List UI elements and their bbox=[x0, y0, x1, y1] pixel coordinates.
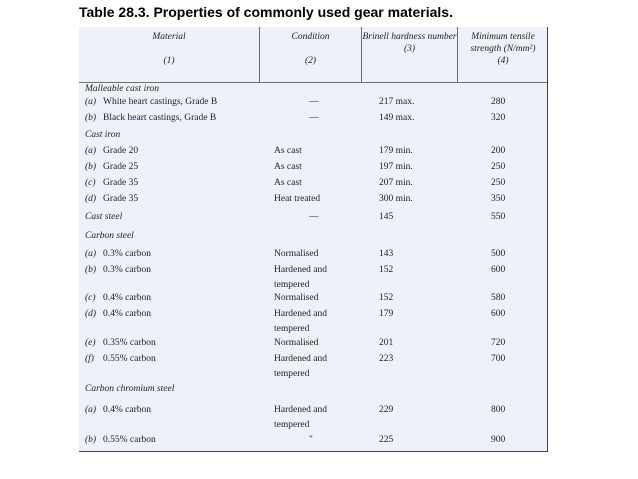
section-heading: Carbon steel bbox=[85, 231, 134, 241]
brinell-cell: 143 bbox=[379, 249, 394, 259]
brinell-cell: 145 bbox=[379, 212, 394, 222]
material-cell bbox=[85, 178, 138, 189]
brinell-cell: 225 bbox=[379, 435, 394, 445]
material-name: 0.3% carbon bbox=[103, 249, 152, 259]
item-label: (a) bbox=[85, 146, 97, 156]
section-heading: Cast iron bbox=[85, 130, 121, 140]
tensile-cell: 700 bbox=[491, 354, 506, 364]
item-label: (b) bbox=[85, 265, 97, 275]
header-material: Material (1) bbox=[152, 32, 186, 66]
condition-text: Hardened and bbox=[274, 405, 328, 415]
material-cell bbox=[85, 113, 216, 124]
item-label: (b) bbox=[85, 113, 97, 123]
tensile-cell: 350 bbox=[491, 194, 506, 204]
material-name: 0.4% carbon bbox=[103, 309, 152, 319]
condition-text: Heat treated bbox=[274, 194, 321, 204]
material-cell bbox=[85, 97, 217, 108]
tensile-cell: 800 bbox=[491, 405, 506, 415]
material-cell bbox=[85, 405, 151, 416]
condition-cell bbox=[309, 97, 319, 108]
condition-text-continued: tempered bbox=[274, 280, 310, 290]
tensile-cell: 500 bbox=[491, 249, 506, 259]
brinell-cell: 152 bbox=[379, 265, 394, 275]
header-condition: Condition (2) bbox=[291, 32, 330, 66]
brinell-cell: 207 min. bbox=[379, 178, 413, 188]
material-name: Grade 35 bbox=[103, 194, 139, 204]
material-cell bbox=[85, 354, 156, 365]
item-label: (f) bbox=[85, 354, 94, 364]
tensile-cell: 320 bbox=[491, 113, 506, 123]
tensile-cell: 600 bbox=[491, 309, 506, 319]
material-cell bbox=[85, 309, 151, 320]
material-name: 0.4% carbon bbox=[103, 405, 152, 415]
condition-text-continued: tempered bbox=[274, 324, 310, 334]
condition-text: Normalised bbox=[274, 293, 319, 303]
condition-cell bbox=[274, 265, 327, 291]
condition-text: Hardened and bbox=[274, 354, 328, 364]
tensile-cell: 600 bbox=[491, 265, 506, 275]
condition-cell bbox=[274, 405, 327, 431]
condition-cell bbox=[274, 162, 302, 173]
material-cell bbox=[85, 146, 138, 157]
condition-cell bbox=[274, 249, 318, 260]
item-label: (a) bbox=[85, 249, 97, 259]
material-cell bbox=[85, 293, 151, 304]
brinell-cell: 229 bbox=[379, 405, 394, 415]
material-name: Grade 20 bbox=[103, 146, 139, 156]
tensile-cell: 280 bbox=[491, 97, 506, 107]
condition-text-continued: tempered bbox=[274, 420, 310, 430]
section-heading: Carbon chromium steel bbox=[85, 384, 175, 394]
tensile-cell: 250 bbox=[491, 162, 506, 172]
material-cell bbox=[85, 338, 156, 349]
brinell-cell: 149 max. bbox=[379, 113, 415, 123]
tensile-cell: 900 bbox=[491, 435, 506, 445]
material-name: 0.4% carbon bbox=[103, 293, 152, 303]
item-label: (a) bbox=[85, 97, 97, 107]
condition-text: — bbox=[309, 212, 319, 222]
item-label: (a) bbox=[85, 405, 97, 415]
condition-cell bbox=[274, 293, 318, 304]
tensile-cell: 250 bbox=[491, 178, 506, 188]
condition-text: Normalised bbox=[274, 249, 319, 259]
brinell-cell: 197 min. bbox=[379, 162, 413, 172]
tensile-cell: 200 bbox=[491, 146, 506, 156]
header-tensile: Minimum tensile strength (N/mm²) (4) bbox=[470, 32, 536, 66]
condition-cell bbox=[274, 309, 327, 335]
header-brinell: Brinell hardness number (3) bbox=[362, 32, 457, 54]
condition-text: — bbox=[309, 113, 319, 123]
material-cell bbox=[85, 162, 138, 173]
item-label: (e) bbox=[85, 338, 96, 348]
condition-cell bbox=[274, 178, 302, 189]
item-label: (c) bbox=[85, 293, 96, 303]
table-caption: Table 28.3. Properties of commonly used gear materials. bbox=[79, 4, 453, 20]
material-name: 0.3% carbon bbox=[103, 265, 152, 275]
section-heading: Malleable cast iron bbox=[85, 84, 160, 94]
gear-materials-table bbox=[79, 27, 548, 452]
condition-cell bbox=[274, 338, 318, 349]
material-cell bbox=[85, 194, 138, 205]
item-label: (d) bbox=[85, 194, 97, 204]
brinell-cell: 179 min. bbox=[379, 146, 413, 156]
material-name: 0.55% carbon bbox=[103, 435, 156, 445]
material-name: Grade 25 bbox=[103, 162, 139, 172]
condition-text: As cast bbox=[274, 178, 302, 188]
item-label: (c) bbox=[85, 178, 96, 188]
tensile-cell: 550 bbox=[491, 212, 506, 222]
brinell-cell: 152 bbox=[379, 293, 394, 303]
condition-text: As cast bbox=[274, 162, 302, 172]
material-cell bbox=[85, 249, 151, 260]
brinell-cell: 217 max. bbox=[379, 97, 415, 107]
condition-text: Hardened and bbox=[274, 265, 328, 275]
condition-cell bbox=[274, 146, 302, 157]
condition-text: " bbox=[309, 435, 313, 445]
item-label: (b) bbox=[85, 162, 97, 172]
condition-text: As cast bbox=[274, 146, 302, 156]
material-name: 0.55% carbon bbox=[103, 354, 156, 364]
brinell-cell: 223 bbox=[379, 354, 394, 364]
condition-cell bbox=[309, 212, 319, 223]
material-name: White heart castings, Grade B bbox=[103, 97, 218, 107]
material-name: Grade 35 bbox=[103, 178, 139, 188]
header-rule bbox=[79, 82, 548, 83]
section-heading: Cast steel bbox=[85, 212, 123, 222]
item-label: (d) bbox=[85, 309, 97, 319]
condition-text: Normalised bbox=[274, 338, 319, 348]
tensile-cell: 720 bbox=[491, 338, 506, 348]
brinell-cell: 179 bbox=[379, 309, 394, 319]
material-cell bbox=[85, 435, 156, 446]
condition-text-continued: tempered bbox=[274, 369, 310, 379]
tensile-cell: 580 bbox=[491, 293, 506, 303]
condition-text: Hardened and bbox=[274, 309, 328, 319]
material-name: 0.35% carbon bbox=[103, 338, 156, 348]
material-name: Black heart castings, Grade B bbox=[103, 113, 217, 123]
condition-cell bbox=[309, 113, 319, 124]
material-cell bbox=[85, 265, 151, 276]
condition-cell bbox=[309, 435, 313, 446]
condition-cell bbox=[274, 194, 320, 205]
condition-cell bbox=[274, 354, 327, 380]
brinell-cell: 201 bbox=[379, 338, 394, 348]
brinell-cell: 300 min. bbox=[379, 194, 413, 204]
condition-text: — bbox=[309, 97, 319, 107]
item-label: (b) bbox=[85, 435, 97, 445]
